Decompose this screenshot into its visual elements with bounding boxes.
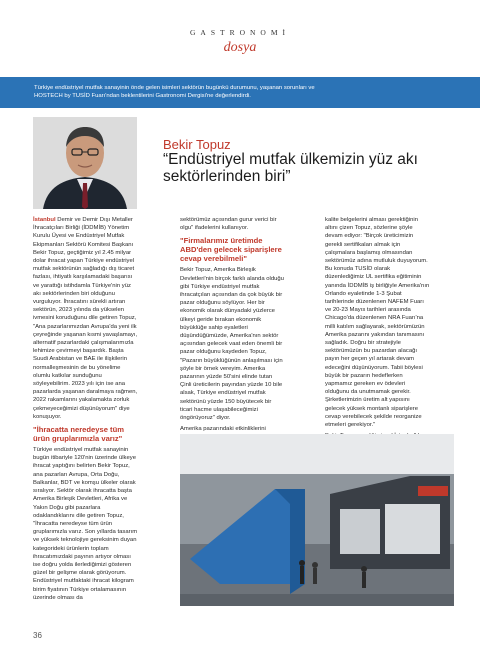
article-column-3	[325, 216, 430, 465]
paragraph: Bekir Topuz, Amerika Birleşik Devletleri'nin birçok farklı alanda olduğu gibi Türkiye endüstriyel mutfak ihracatçıları açısından da çok büyük bir pazar olduğunu söylüyor. Her bir ekonomik olarak dünyadaki yüzlerce ülkeyi geride bırakan ekonomik büyüklüğe sahip eyaletleri düşündüğümüzde, Amerika'nın sektör açısından gelecek vaat eden önemli bir pazar olduğunu kaydeden Topuz, "Pazarın büyüklüğünün anlaşılması için şöyle bir örnek vereyim. Amerika pazarının yüzde 50'sini elinde tutan Çinli üreticilerin payından yüzde 10 bile alsak, Türkiye endüstriyel mutfak sektörünü yüzde 150 büyütecek bir ticari hacme ulaşabileceğimizi öngörüyoruz" diyor.	[180, 267, 284, 422]
article-column-1	[33, 216, 138, 602]
quote-line: sektörlerinden biri”	[163, 168, 291, 185]
author-portrait	[33, 117, 137, 209]
intro-banner	[0, 77, 480, 108]
intro-line: HOSTECH by TUSİD Fuarı'ndan beklentilerini Gastronomi Dergisi'ne değerlendirdi.	[34, 93, 251, 100]
section-title: dosya	[223, 40, 257, 55]
magazine-brand: GASTRONOMİ	[189, 28, 290, 37]
trade-fair-photo	[180, 434, 454, 606]
paragraph: Türkiye endüstriyel mutfak sanayinin bugün itibariyle 120'nin üzerinde ülkeye ihracat yaptığını belirten Bekir Topuz, ana pazarları Avrupa, Orta Doğu, Balkanlar, BDT ve komşu ülkeler olarak sıralıyor. Sektör olarak ihracatta başta Amerika Birleşik Devletleri, Afrika ve Yakın Doğu gibi pazarlara odaklandıklarını dile getiren Topuz, "İhracatta neredeyse tüm ürün gruplarımızla varız. Son yıllarda tasarım ve yüksek teknolojiye gereksinim duyan kategorideki ürünlerin toplam ihracatımızdaki payının artıyor olması ise doğru yolda ilerlediğimizi gösteren güzel bir gelişme olarak görüyorum. Endüstriyel mutfaktaki ihracat kilogram birim fiyatının Türkiye ortalamasının üzerinde olması da	[33, 447, 138, 601]
paragraph-text: Demir ve Demir Dışı Metaller İhracatçıları Birliği (İDDMİB) Yönetim Kurulu Üyesi ve Endüstriyel Mutfak Ekipmanları Sektörü Komitesi Başkanı Bekir Topuz, geçtiğimiz yıl 2.45 milyar dolar ihracat yapan Türkiye endüstriyel mutfak sektörünün sağladığı dış ticaret fazlası, ihtiyatlı karşılamadaki başarısı ve yarattığı istihdamla Türkiye'nin yüz akı sektörlerinden biri olduğunu vurguluyor. İhracatını sürekli artıran sektörün, 2023 yılında da yükselen ivmesini koruduğunu dile getiren Topuz, "Ana pazarlarımızdan Avrupa'da yeni ilk çeyreğinde yaşanan kısmi yavaşlamayı, alternatif pazarlardaki çalışmalarımızla lehimize çevirmeyi başardık. Başta Suudi Arabistan ve BAE ile ilişkilerin normalleşmesinin de bu yönelime olumlu katkılar sunduğunu söyleyebilirim. 2023 yılı için ise ana pazarlarda yaşanan daralmaya rağmen, 2022 rakamlarını yakalamakta zorluk çekmeyeceğimizi düşünüyorum" diye konuşuyor.	[33, 217, 138, 420]
subheading: "İhracatta neredeyse tüm ürün gruplarımızla varız"	[33, 425, 124, 444]
portrait-image	[33, 117, 137, 209]
paragraph: kalite belgelerini alması gerektiğinin altını çizen Topuz, sözlerine şöyle devam ediyor: "Birçok üreticimizin gerekli sertifikaları almak için çalışmalara başlamış olmasından sektörümüz adına mutluluk duyuyorum. Bu konuda TUSİD olarak düzenlediğimiz UL sertifika eğitiminin yanında İDDMİB iş birliğiyle Amerika'nın Orlando eyaletinde 1-3 Şubat tarihlerinde düzenlenen NAFEM Fuarı ve 20-23 Mayıs tarihleri arasında Chicago'da düzenlenen NRA Fuarı'na milli katılım sağlayarak, sektörümüzün Amerika pazarını yakından tanımasını sağladık. Doğru bir stratejiyle sektörümüzün bu pazardan alacağı payın her geçen yıl artarak devam edeceğini düşünüyorum. Tabii böylesi büyük bir pazarın hedeflerken yapmamız gereken ev ödevleri olduğunu da unutmamak gerekir. Şirketlerimizin üretim alt yapısını gelecek yüksek montanlı siparişlere cevap verebilecek şekilde reorganize etmeleri gerekiyor."	[325, 217, 430, 429]
author-name: Bekir Topuz	[163, 137, 231, 152]
exhibition-hall-image	[180, 434, 454, 606]
paragraph: Amerika pazarındaki etkinliklerini	[180, 426, 266, 433]
dateline: İstanbul	[33, 217, 56, 223]
intro-line: Türkiye endüstriyel mutfak sanayinin önde gelen isimleri sektörün bugünkü durumunu, yaşanan sorunları ve	[34, 85, 315, 91]
pull-quote	[163, 151, 453, 185]
article-column-2	[180, 216, 285, 450]
paragraph	[33, 216, 138, 421]
quote-line: “Endüstriyel mutfak ülkemizin yüz akı	[163, 151, 418, 168]
paragraph: sektörümüz açısından gurur verici bir olgu" ifadelerini kullanıyor.	[180, 217, 277, 232]
page-number: 36	[33, 631, 42, 640]
subheading: "Firmalarımız üretimde ABD'den gelecek siparişlere cevap verebilmeli"	[180, 236, 282, 264]
